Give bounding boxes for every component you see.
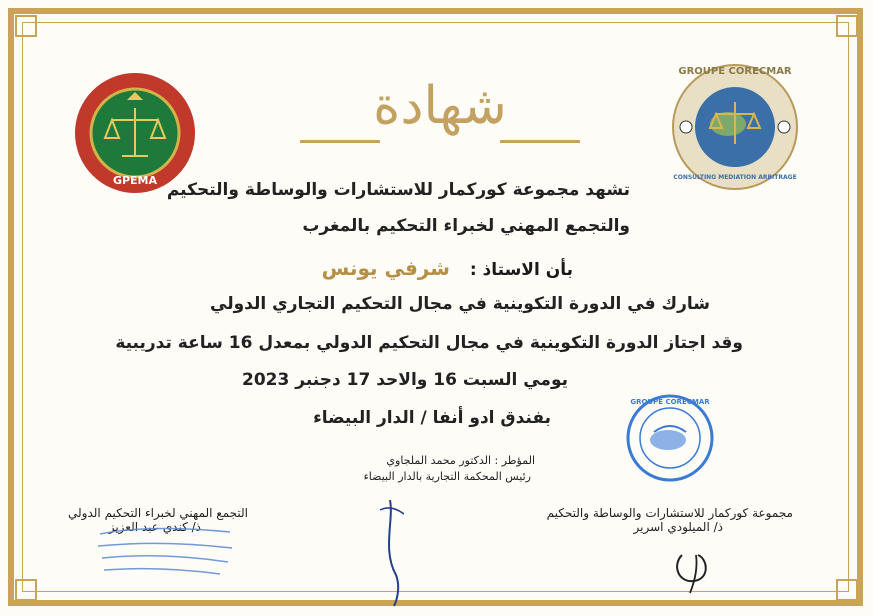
body-line-7: بفندق ادو أنفا / الدار البيضاء (313, 408, 551, 428)
trainer-title: رئيس المحكمة التجارية بالدار البيضاء (363, 470, 531, 483)
right-signatory-person: ذ/ الميلودي اسرير (633, 520, 723, 534)
corner-ornament (836, 579, 858, 601)
corner-ornament (836, 15, 858, 37)
body-line-4: شارك في الدورة التكوينية في مجال التحكيم التجاري الدولي (210, 294, 710, 314)
stamp-text: GROUPE CORECMAR (630, 398, 710, 406)
trainer-name: المؤطر : الدكتور محمد الملجاوي (386, 454, 535, 467)
body-line-1: تشهد مجموعة كوركمار للاستشارات والوساطة والتحكيم (166, 180, 630, 200)
corner-ornament (15, 579, 37, 601)
body-line-2: والتجمع المهني لخبراء التحكيم بالمغرب (302, 216, 630, 236)
right-signature (660, 525, 740, 595)
body-line-5: وقد اجتاز الدورة التكوينية في مجال التحكيم الدولي بمعدل 16 ساعة تدريبية (115, 333, 743, 353)
corecmar-bottom-text: CONSULTING MEDIATION ARBITRAGE (673, 174, 797, 181)
corecmar-stamp (624, 392, 716, 484)
recipient-row (322, 256, 573, 280)
right-signatory-org: مجموعة كوركمار للاستشارات والوساطة والتحكيم (546, 506, 793, 520)
corecmar-logo (670, 62, 800, 192)
body-line-6: يومي السبت 16 والاحد 17 دجنبر 2023 (242, 370, 568, 390)
gpema-logo (72, 70, 198, 196)
title-underline-left (300, 140, 380, 143)
left-signatory-stamp (90, 522, 240, 582)
recipient-name: شرفي يونس (321, 256, 450, 280)
recipient-label: بأن الاستاذ : (469, 260, 573, 280)
center-signature (360, 480, 440, 610)
title-underline-right (500, 140, 580, 143)
certificate-title: شهادة (373, 76, 507, 136)
left-signatory-org: التجمع المهني لخبراء التحكيم الدولي (68, 506, 248, 520)
corner-ornament (15, 15, 37, 37)
gpema-caption: GPEMA (112, 174, 158, 187)
corecmar-top-text: GROUPE CORECMAR (678, 66, 792, 77)
left-signatory-person: ذ/ كندي عبد العزيز (108, 520, 201, 534)
